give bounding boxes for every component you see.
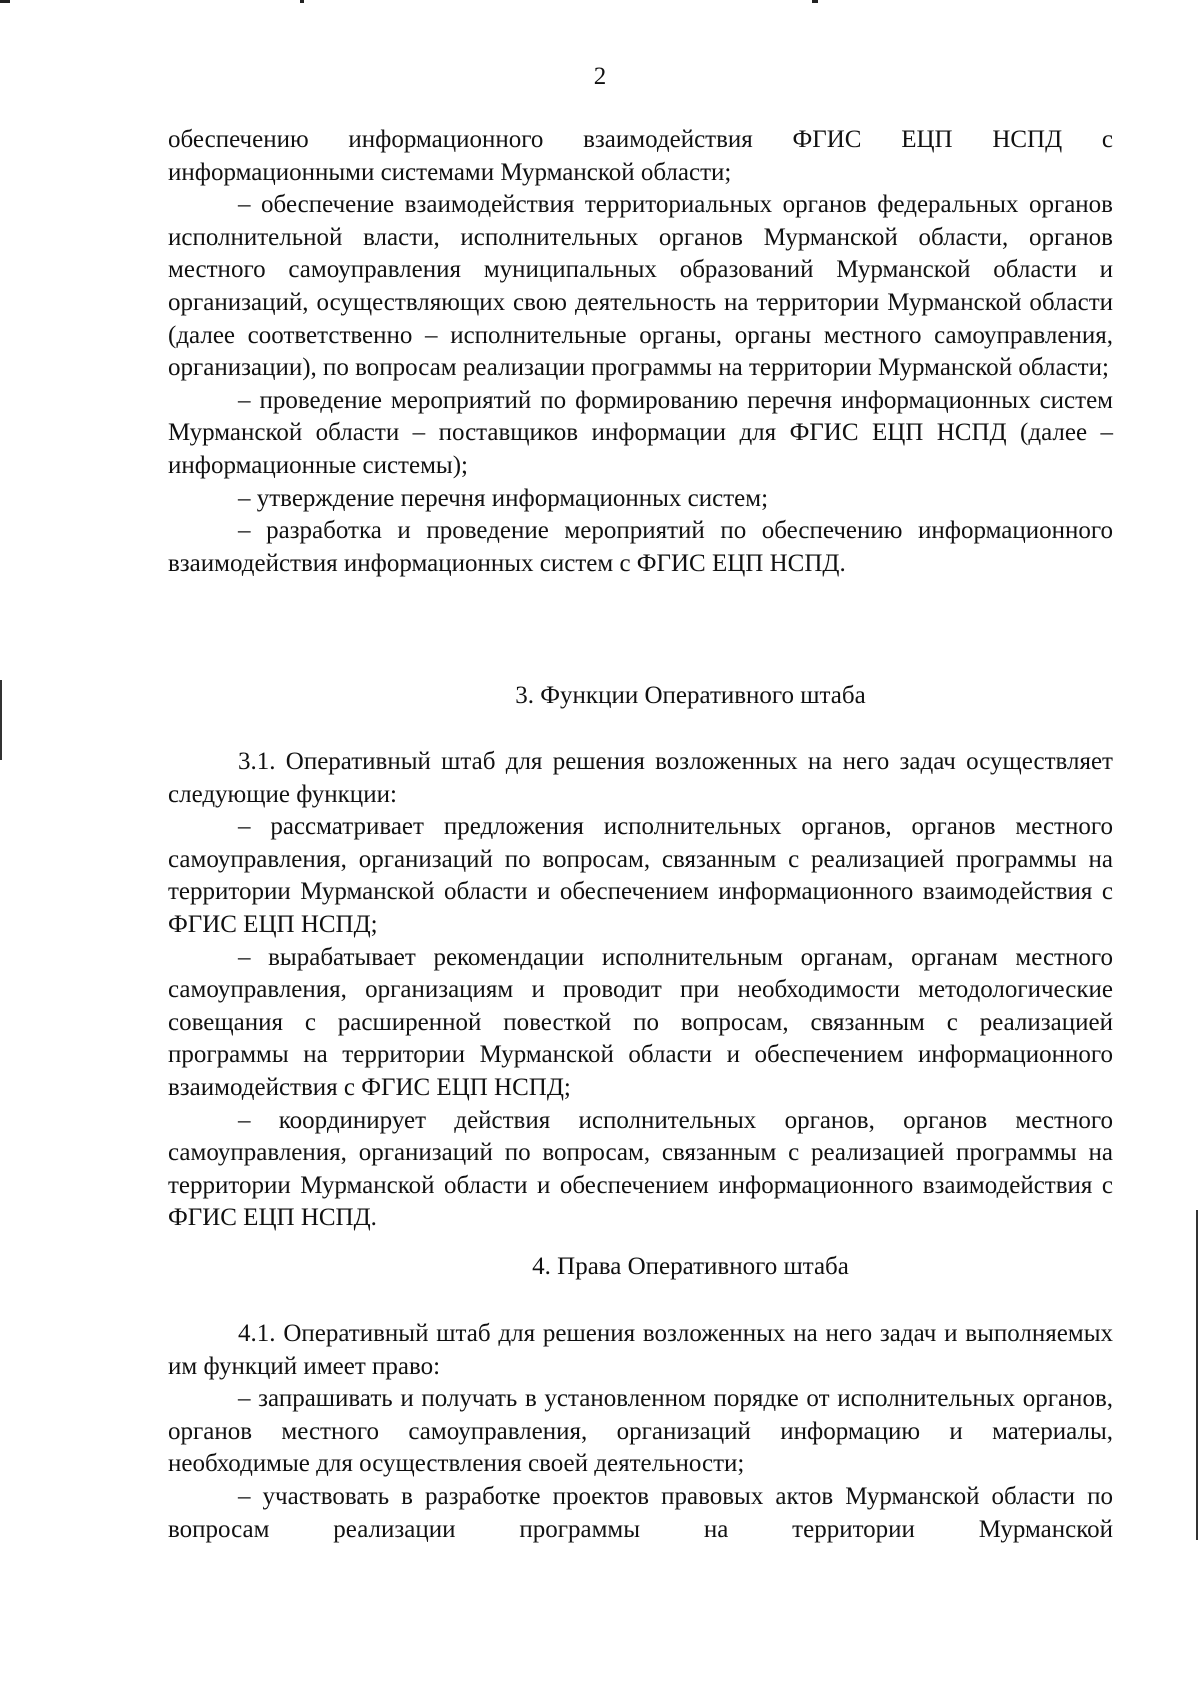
list-item: – участвовать в разработке проектов правовых актов Мурманской области по вопросам реализации программы на территории Мурманской: [168, 1482, 1113, 1543]
scan-edge-right: [1196, 1210, 1198, 1540]
list-item: – обеспечение взаимодействия территориальных органов федеральных органов исполнительной власти, исполнительных органов Мурманской области, органов местного самоуправления муниципальных образований Мурманской области и организаций, осуществляющих свою деятельность на территории Мурманской области (далее соответственно – исполнительные органы, органы местного самоуправления, организации), по вопросам реализации программы на территории Мурманской области;: [168, 191, 1113, 382]
paragraph: 4.1. Оперативный штаб для решения возложенных на него задач и выполняемых им функций имеет право:: [168, 1320, 1113, 1380]
section-3: [168, 680, 1113, 713]
list-item: – проведение мероприятий по формированию перечня информационных систем Мурманской области – поставщиков информации для ФГИС ЕЦП НСПД (далее – информационные системы);: [168, 386, 1113, 479]
list-item: – запрашивать и получать в установленном порядке от исполнительных органов, органов местного самоуправления, организаций информацию и материалы, необходимые для осуществления своей деятельности;: [168, 1385, 1113, 1478]
text-block-tasks: [168, 124, 1113, 580]
scan-mark-center: [300, 0, 304, 3]
page-number: 2: [593, 63, 607, 90]
paragraph: обеспечению информационного взаимодействия ФГИС ЕЦП НСПД с информационными системами Мурманской области;: [168, 126, 1113, 186]
list-item: – утверждение перечня информационных систем;: [238, 484, 769, 512]
scan-mark-left: [0, 0, 10, 3]
paragraph: 3.1. Оперативный штаб для решения возложенных на него задач осуществляет следующие функции:: [168, 748, 1113, 808]
list-item: – координирует действия исполнительных органов, органов местного самоуправления, организаций по вопросам, связанным с реализацией программы на территории Мурманской области и обеспечением информационного взаимодействия с ФГИС ЕЦП НСПД.: [168, 1106, 1113, 1232]
scan-edge-left: [0, 680, 2, 760]
section-4: [168, 1251, 1113, 1284]
scan-mark-right: [812, 0, 818, 3]
section-heading: 4. Права Оперативного штаба: [532, 1253, 849, 1280]
list-item: – вырабатывает рекомендации исполнительным органам, органам местного самоуправления, организациям и проводит при необходимости методологические совещания с расширенной повесткой по вопросам, связанным с реализацией программы на территории Мурманской области и обеспечением информационного взаимодействия с ФГИС ЕЦП НСПД;: [168, 943, 1113, 1101]
list-item: – рассматривает предложения исполнительных органов, органов местного самоуправления, организаций по вопросам, связанным с реализацией программы на территории Мурманской области и обеспечением информационного взаимодействия с ФГИС ЕЦП НСПД;: [168, 813, 1113, 938]
text-block-rights: [168, 1318, 1113, 1546]
text-block-functions: [168, 746, 1113, 1235]
list-item: – разработка и проведение мероприятий по обеспечению информационного взаимодействия информационных систем с ФГИС ЕЦП НСПД.: [168, 517, 1113, 577]
section-heading: 3. Функции Оперативного штаба: [515, 682, 866, 709]
